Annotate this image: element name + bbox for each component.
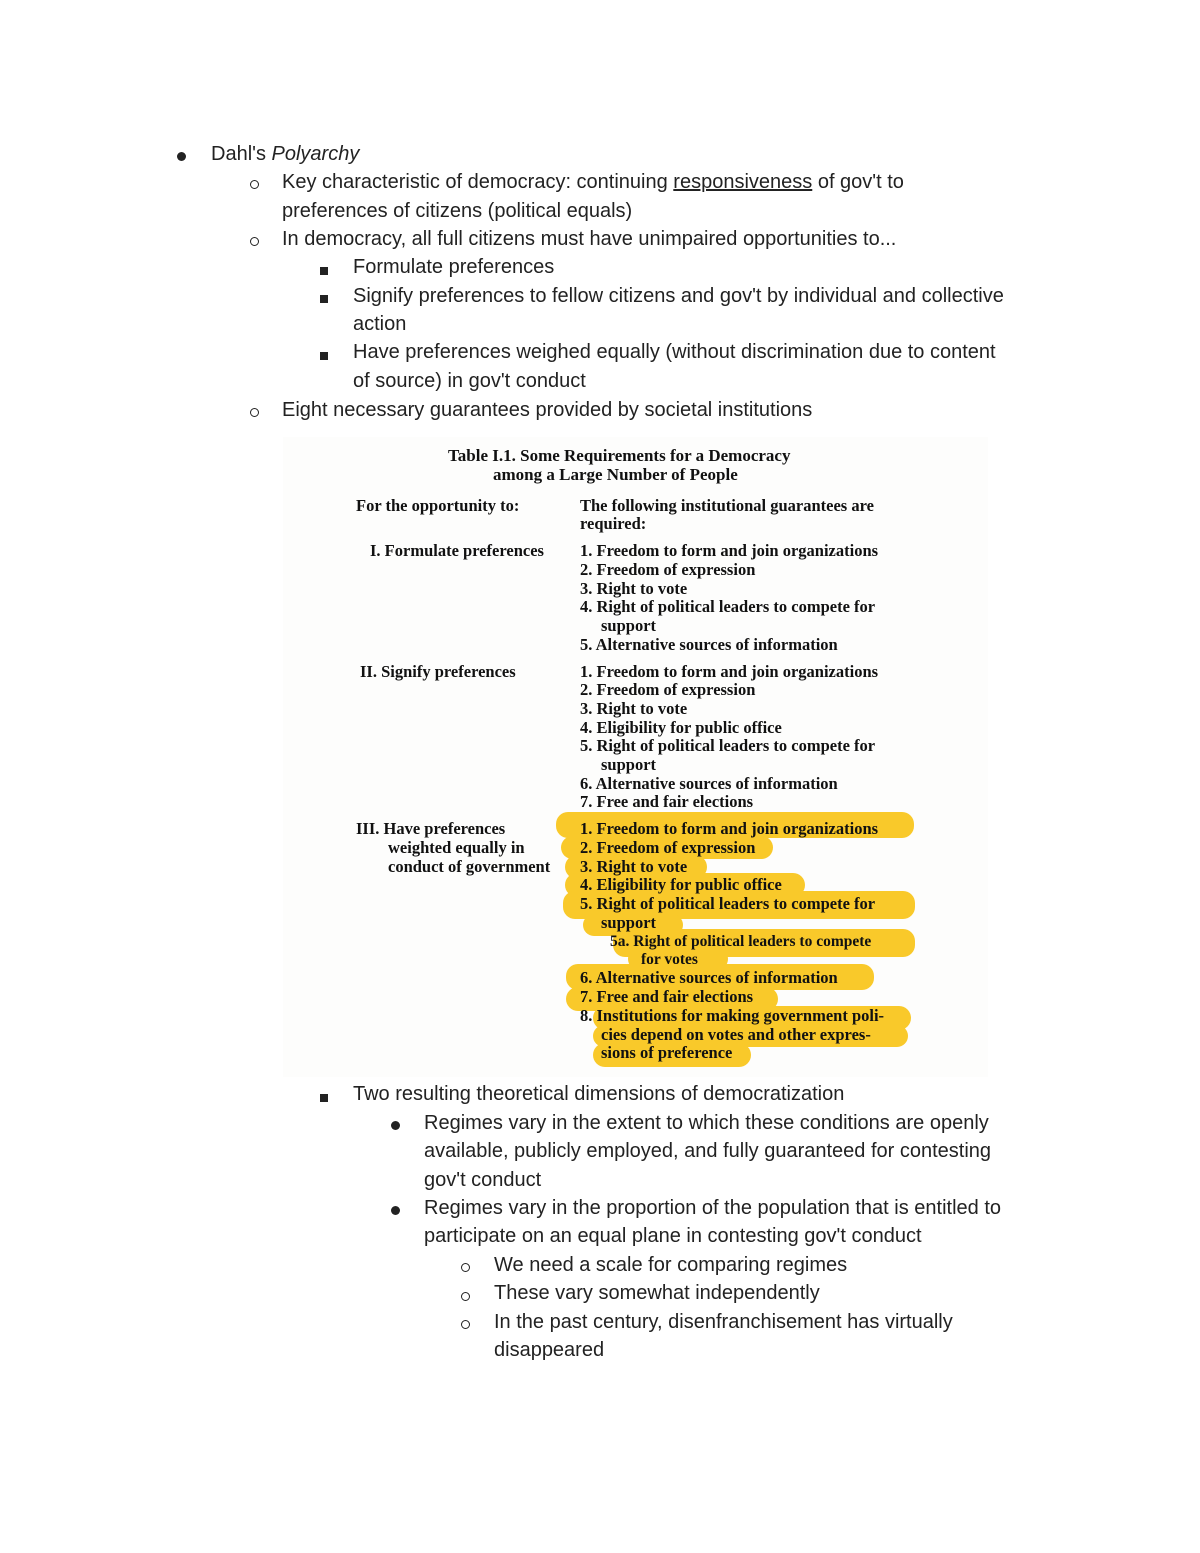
guarantee-item: 1. Freedom to form and join organizations [580,819,879,838]
guarantee-item-cont: sions of preference [601,1043,733,1062]
bullet-circle [250,397,259,425]
guarantee-item: 6. Alternative sources of information [580,774,838,793]
guarantee-item: 5. Right of political leaders to compete for [580,736,876,755]
bullet-square [320,1082,328,1110]
guarantee-item: 5. Right of political leaders to compete for [580,894,876,913]
regimes-extent-cont: gov't conduct [424,1169,542,1191]
bullet-dot [391,1110,400,1138]
guarantee-item: 1. Freedom to form and join organizations [580,541,879,560]
two-dimensions: Two resulting theoretical dimensions of democratization [353,1083,845,1105]
table-subtitle: among a Large Number of People [493,465,738,484]
bullet-circle [461,1252,470,1280]
col-header-right-cont: required: [580,514,647,533]
bullet-square [320,255,328,283]
eight-guarantees: Eight necessary guarantees provided by societal institutions [282,399,813,421]
guarantee-item: 2. Freedom of expression [580,680,756,699]
regimes-extent-cont: available, publicly employed, and fully guaranteed for contesting [424,1140,992,1162]
guarantee-item: 7. Free and fair elections [580,792,754,811]
col-header-right: The following institutional guarantees are [580,496,874,515]
section-label: III. Have preferences [356,819,506,838]
table-title: Table I.1. Some Requirements for a Democracy [448,446,791,465]
section-label-cont: weighted equally in [388,838,525,857]
formulate: Formulate preferences [353,256,555,278]
guarantee-item-cont: for votes [641,951,698,968]
table-figure [283,437,988,1077]
guarantee-item: 5. Alternative sources of information [580,635,838,654]
col-header-left: For the opportunity to: [356,496,520,515]
bullet-square [320,340,328,368]
heading-dahl: Dahl's Polyarchy [211,143,360,165]
section-label: I. Formulate preferences [370,541,544,560]
signify: Signify preferences to fellow citizens and gov't by individual and collective [353,285,1004,307]
regimes-proportion-cont: participate on an equal plane in contesting gov't conduct [424,1225,922,1247]
guarantee-item: 7. Free and fair elections [580,987,754,1006]
scale-note: We need a scale for comparing regimes [494,1254,848,1276]
guarantee-item-cont: support [601,616,657,635]
guarantee-item-cont: support [601,913,657,932]
guarantee-item: 4. Eligibility for public office [580,875,782,894]
guarantee-item: 5a. Right of political leaders to compete [610,933,872,950]
bullet-circle [461,1281,470,1309]
section-label-cont: conduct of government [388,857,551,876]
guarantee-item: 6. Alternative sources of information [580,968,838,987]
guarantee-item-cont: support [601,755,657,774]
key-characteristic-cont: preferences of citizens (political equals) [282,200,633,222]
guarantee-item: 4. Right of political leaders to compete for [580,597,876,616]
guarantee-item: 2. Freedom of expression [580,560,756,579]
signify-cont: action [353,313,407,335]
bullet-square [320,283,328,311]
bullet-dot [391,1195,400,1223]
weighed: Have preferences weighed equally (without discrimination due to content [353,341,996,363]
bullet-circle [461,1309,470,1337]
weighed-cont: of source) in gov't conduct [353,370,586,392]
guarantee-item: 4. Eligibility for public office [580,718,782,737]
past-century: In the past century, disenfranchisement has virtually [494,1311,953,1333]
key-characteristic: Key characteristic of democracy: continuing responsiveness of gov't to [282,171,904,193]
in-democracy: In democracy, all full citizens must have unimpaired opportunities to... [282,228,897,250]
regimes-extent: Regimes vary in the extent to which these conditions are openly [424,1112,989,1134]
past-century-cont: disappeared [494,1339,605,1361]
guarantee-item: 2. Freedom of expression [580,838,756,857]
guarantee-item: 3. Right to vote [580,699,688,718]
bullet-dot [177,141,186,169]
regimes-proportion: Regimes vary in the proportion of the population that is entitled to [424,1197,1002,1219]
bullet-circle [250,169,259,197]
guarantee-item: 8. Institutions for making government poli- [580,1006,885,1025]
section-label: II. Signify preferences [360,662,516,681]
vary-note: These vary somewhat independently [494,1282,820,1304]
guarantee-item: 3. Right to vote [580,857,688,876]
guarantee-item: 3. Right to vote [580,579,688,598]
bullet-circle [250,226,259,254]
guarantee-item: 1. Freedom to form and join organizations [580,662,879,681]
guarantee-item-cont: cies depend on votes and other expres- [601,1025,871,1044]
